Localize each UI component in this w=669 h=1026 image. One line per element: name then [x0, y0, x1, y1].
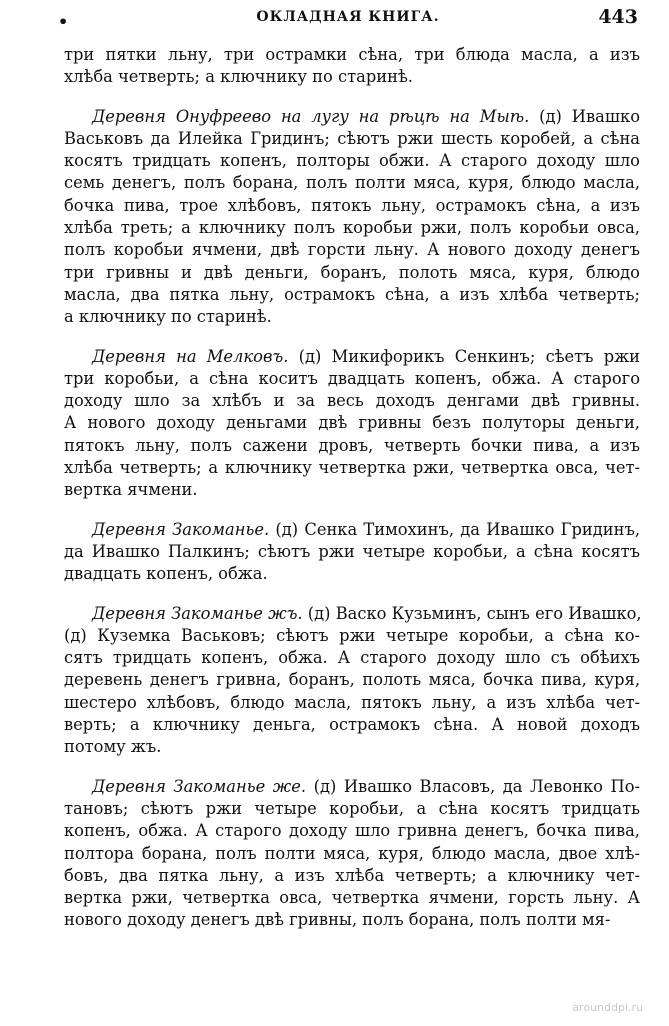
village-name: Деревня на Мелковъ. — [92, 346, 289, 366]
text-line: хлѣба треть; а ключнику полъ коробьи ржи, полъ коробьи овса, — [64, 218, 640, 238]
text-line — [64, 106, 640, 128]
text-line: верть; а ключнику деньга, острамокъ сѣна. А новой доходъ — [64, 715, 640, 735]
text-line: три пятки льну, три острамки сѣна, три блюда масла, а изъ — [64, 45, 640, 64]
paragraph — [64, 346, 640, 502]
text-line: бочка пива, трое хлѣбовъ, пятокъ льну, острамокъ сѣна, а изъ — [64, 195, 640, 215]
village-name: Деревня Закоманье же. — [92, 776, 307, 796]
text-line — [64, 603, 640, 625]
text-line: вертка ржи, четвертка овса, четвертка ячмени, горсть льну. А — [64, 888, 640, 908]
text-line: да Ивашко Палкинъ; сѣютъ ржи четыре коробьи, а сѣна косятъ — [64, 541, 640, 561]
watermark: arounddpi.ru — [572, 1001, 643, 1014]
line-text: (д) Микифорикъ Сенкинъ; сѣетъ ржи — [288, 346, 640, 366]
line-text: (д) Ивашко Власовъ, да Левонко По- — [306, 776, 640, 796]
village-name: Деревня Онуфреево на лугу на рѣцѣ на Мыѣ. — [92, 106, 530, 126]
text-line: сятъ тридцать копенъ, обжа. А старого доходу шло съ обѣихъ — [64, 648, 640, 668]
paragraph — [64, 106, 640, 329]
line-text: (д) Ивашко — [529, 106, 640, 126]
text-line: три коробьи, а сѣна коситъ двадцать копенъ, обжа. А старого — [64, 368, 640, 388]
village-name: Деревня Закоманье. — [92, 519, 270, 539]
text-line: деревень денегъ гривна, боранъ, полоть мяса, бочка пива, куря, — [64, 670, 640, 690]
text-line: вертка ячмени. — [64, 480, 198, 500]
header-marker: • — [58, 12, 69, 31]
paragraph — [64, 776, 640, 932]
text-line: хлѣба четверть; а ключнику четвертка ржи, четвертка овса, чет- — [64, 458, 640, 478]
text-line: косятъ тридцать копенъ, полторы обжи. А старого доходу шло — [64, 151, 640, 171]
text-line: Васьковъ да Илейка Гридинъ; сѣютъ ржи шесть коробей, а сѣна — [64, 128, 640, 148]
paragraph — [64, 519, 640, 586]
page-number: 443 — [598, 6, 638, 28]
text-line: семь денегъ, полъ борана, полъ полти мяса, куря, блюдо масла, — [64, 173, 640, 193]
village-name: Деревня Закоманье жъ. — [92, 603, 303, 623]
text-line: полтора борана, полъ полти мяса, куря, блюдо масла, двое хлѣ- — [64, 843, 640, 863]
text-line: пятокъ льну, полъ сажени дровъ, четверть бочки пива, а изъ — [64, 435, 640, 455]
text-line — [64, 519, 640, 541]
text-line: масла, два пятка льну, острамокъ сѣна, а изъ хлѣба четверть; — [64, 284, 640, 304]
body-text — [64, 44, 640, 949]
text-line: копенъ, обжа. А старого доходу шло гривна денегъ, бочка пива, — [64, 821, 640, 841]
text-line: полъ коробьи ячмени, двѣ горсти льну. А нового доходу денегъ — [64, 240, 640, 260]
line-text: (д) Васко Кузьминъ, сынъ его Ивашко, — [302, 603, 642, 623]
text-line: нового доходу денегъ двѣ гривны, полъ борана, полъ полти мя- — [64, 910, 611, 930]
text-line: (д) Куземка Васьковъ; сѣютъ ржи четыре коробьи, а сѣна ко- — [64, 625, 640, 645]
running-title: ОКЛАДНАЯ КНИГА. — [256, 9, 440, 25]
text-line — [64, 346, 640, 368]
text-line: тановъ; сѣютъ ржи четыре коробьи, а сѣна косятъ тридцать — [64, 798, 640, 818]
line-text: (д) Сенка Тимохинъ, да Ивашко Гридинъ, — [269, 519, 640, 539]
text-line — [64, 776, 640, 798]
text-line: шестеро хлѣбовъ, блюдо масла, пятокъ льну, а изъ хлѣба чет- — [64, 692, 640, 712]
text-line: хлѣба четверть; а ключнику по старинѣ. — [64, 67, 413, 87]
running-header — [58, 6, 638, 34]
text-line: а ключнику по старинѣ. — [64, 307, 272, 327]
text-line: бовъ, два пятка льну, а изъ хлѣба четверть; а ключнику чет- — [64, 865, 640, 885]
text-line: доходу шло за хлѣбъ и за весь доходъ денгами двѣ гривны. — [64, 391, 640, 411]
text-line: три гривны и двѣ деньги, боранъ, полоть мяса, куря, блюдо — [64, 262, 640, 282]
paragraph — [64, 603, 640, 759]
paragraph — [64, 44, 640, 89]
text-line: потому жъ. — [64, 737, 162, 757]
text-line: двадцать копенъ, обжа. — [64, 564, 268, 584]
text-line: А нового доходу деньгами двѣ гривны безъ полуторы деньги, — [64, 413, 640, 433]
